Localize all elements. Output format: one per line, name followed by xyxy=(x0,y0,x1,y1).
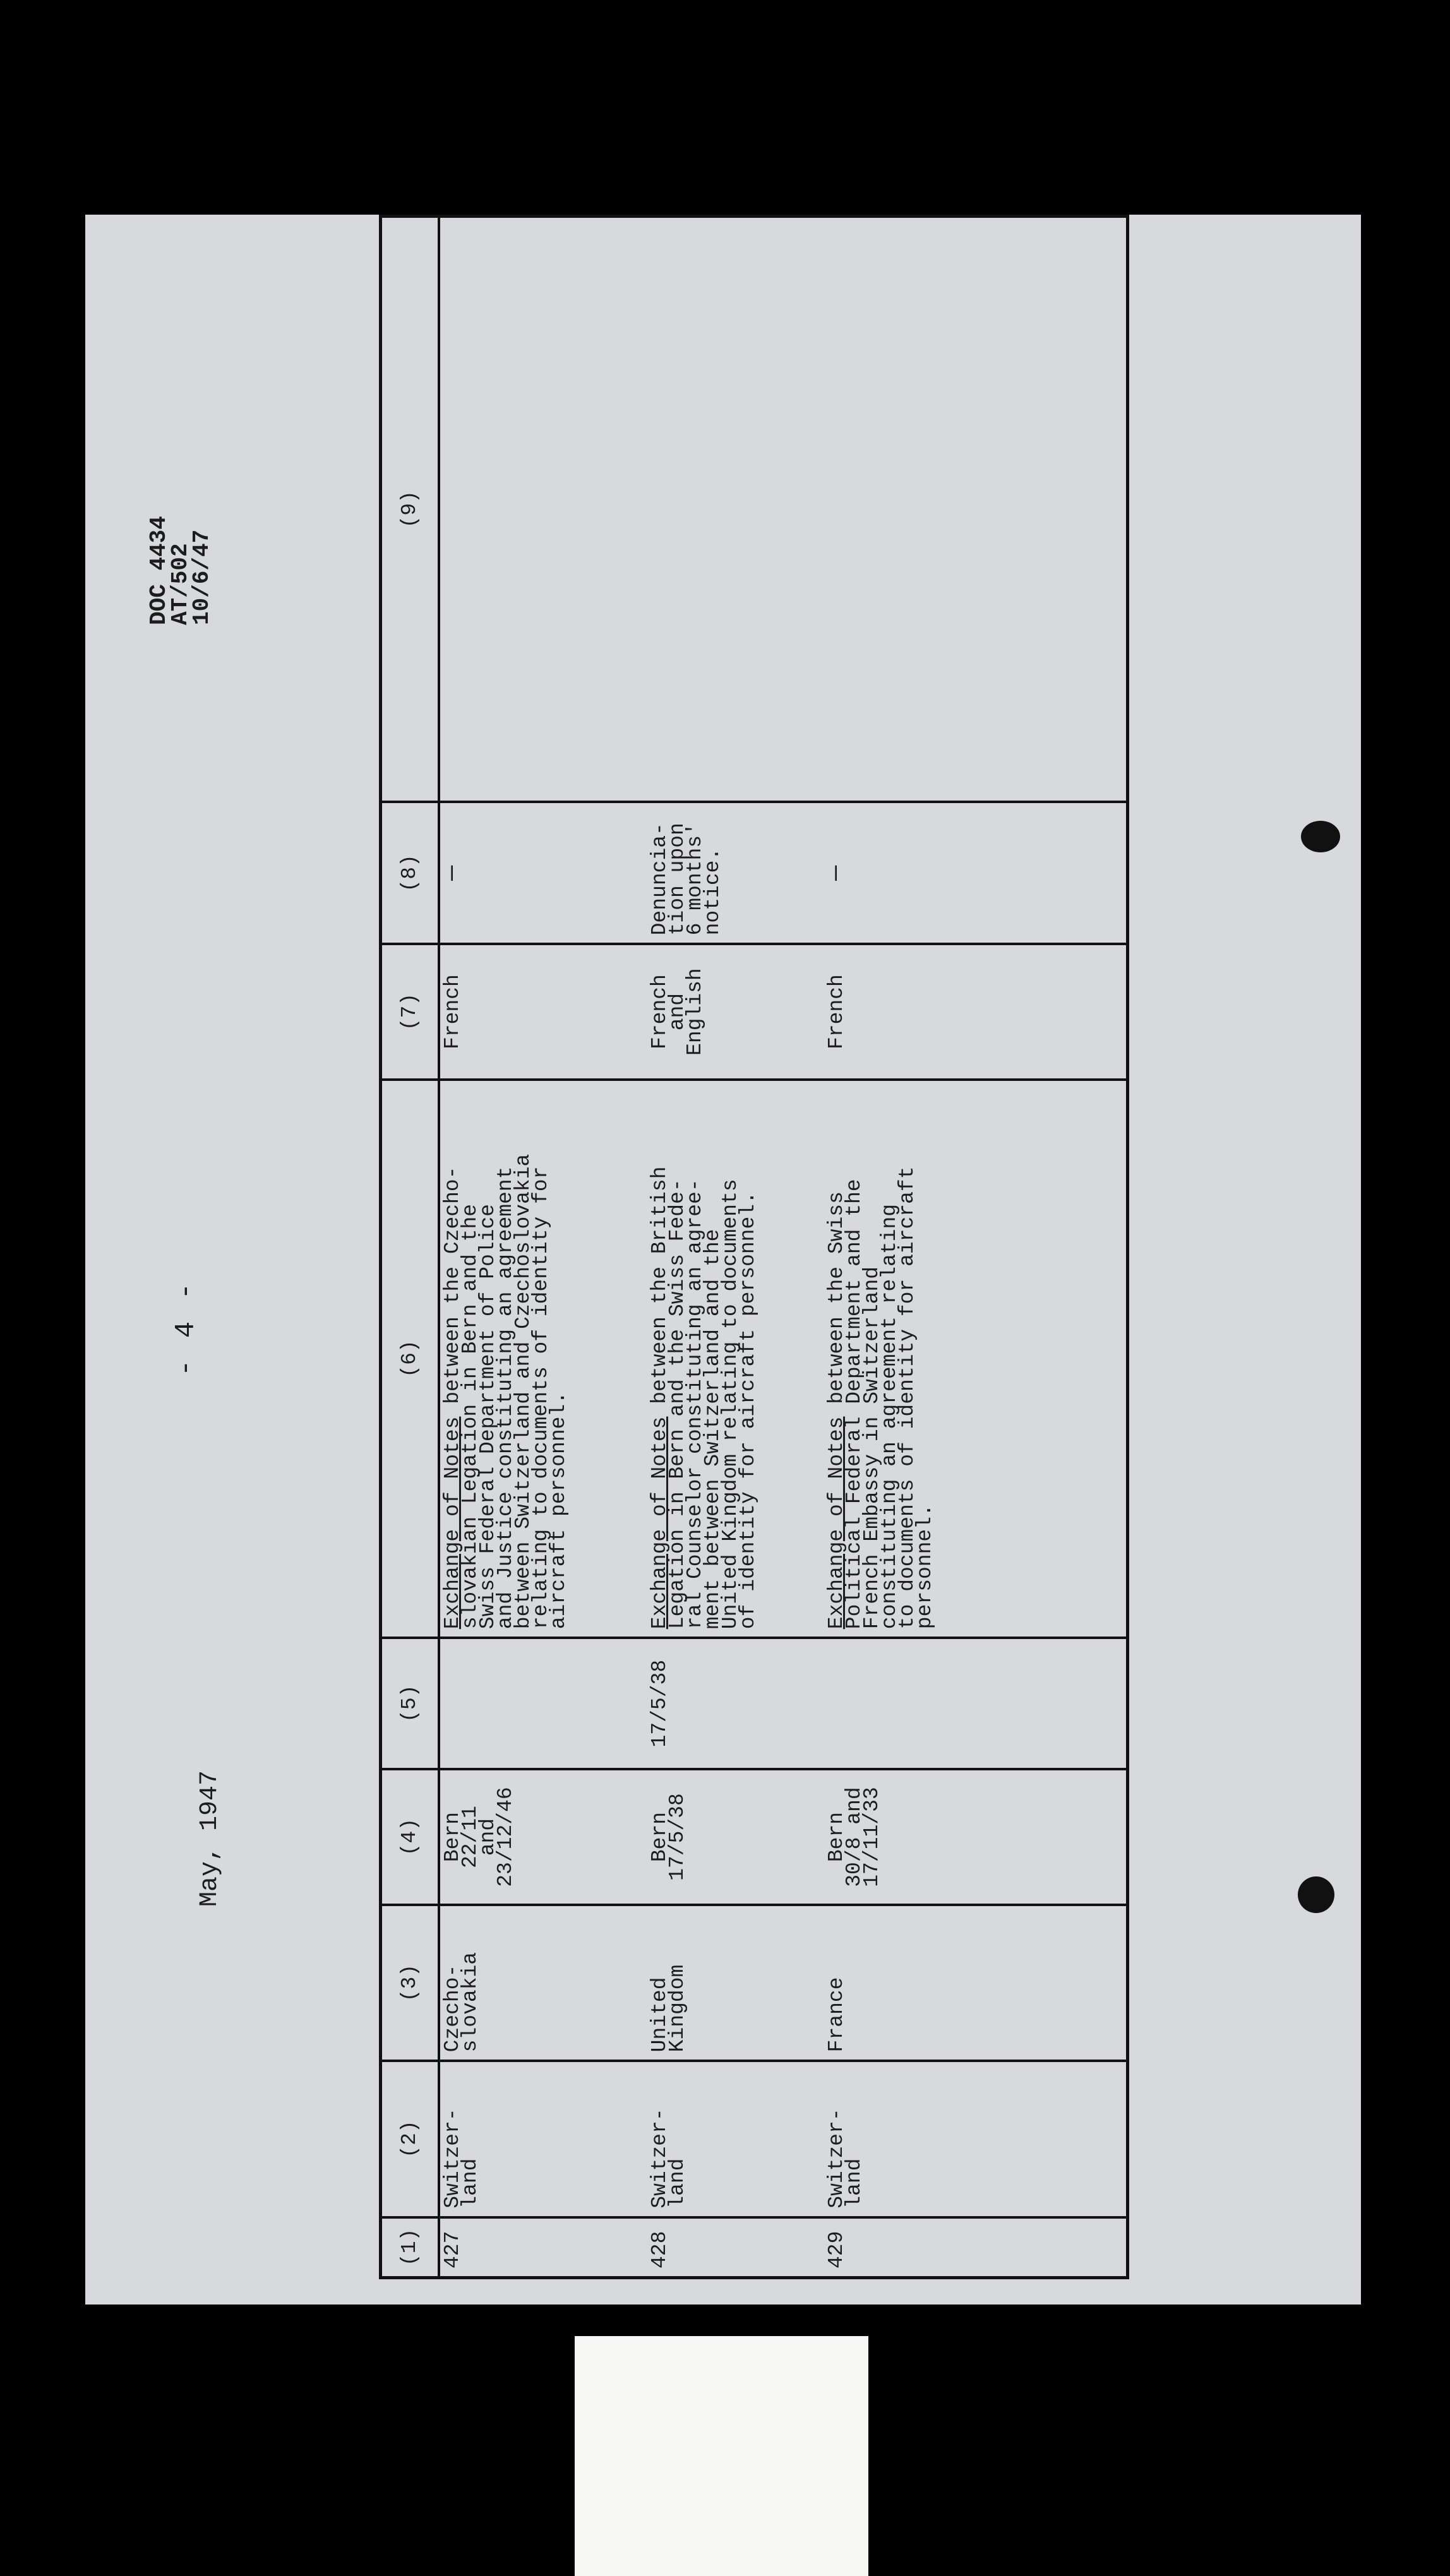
termination: Denuncia- tion upon 6 months' notice. xyxy=(647,802,824,944)
doc-ref-line: DOC 4434 xyxy=(146,516,172,625)
remarks xyxy=(647,217,824,802)
remarks xyxy=(439,217,647,802)
column-header: (7) xyxy=(381,944,440,1079)
place-date: Bern 30/8 and 17/11/33 xyxy=(824,1769,1127,1905)
table-row xyxy=(647,217,824,2278)
table-row xyxy=(824,217,1127,2278)
language: French xyxy=(824,944,1127,1079)
agreement-title xyxy=(439,1080,647,1638)
rotated-content xyxy=(85,215,1361,2305)
column-header: (8) xyxy=(381,802,440,944)
language: French xyxy=(439,944,647,1079)
column-header: (4) xyxy=(381,1769,440,1905)
place-date: Bern 22/11 and 23/12/46 xyxy=(439,1769,647,1905)
registration-number: 427 xyxy=(439,2217,647,2278)
entry-into-force: 17/5/38 xyxy=(647,1638,824,1769)
place-date: Bern 17/5/38 xyxy=(647,1769,824,1905)
language: French and English xyxy=(647,944,824,1079)
title-lead: Exchange of Notes xyxy=(648,1416,671,1630)
entry-into-force xyxy=(824,1638,1127,1769)
party-one: Switzer- land xyxy=(439,2061,647,2217)
table-row xyxy=(439,217,647,2278)
title-lead: Exchange of Notes xyxy=(441,1416,464,1630)
column-header: (3) xyxy=(381,1905,440,2061)
doc-ref-line: 10/6/47 xyxy=(189,529,215,625)
party-two: United Kingdom xyxy=(647,1905,824,2061)
agreement-title xyxy=(647,1080,824,1638)
header-row xyxy=(381,217,440,2278)
agreements-table xyxy=(379,215,1129,2279)
remarks xyxy=(824,217,1127,802)
party-one: Switzer- land xyxy=(824,2061,1127,2217)
registration-number: 428 xyxy=(647,2217,824,2278)
ink-blot xyxy=(1298,1876,1334,1913)
column-header: (9) xyxy=(381,217,440,802)
doc-ref-line: AT/502 xyxy=(167,543,193,625)
column-header: (6) xyxy=(381,1080,440,1638)
blank-card xyxy=(575,2336,868,2576)
agreement-title xyxy=(824,1080,1127,1638)
registration-number: 429 xyxy=(824,2217,1127,2278)
page-number: - 4 - xyxy=(171,1280,202,1376)
title-rest: between the Swiss Political Federal Department and the French Embassy in Switzerland constituting an agreement relating to documents of identity for aircraft personnel. xyxy=(825,1166,937,1630)
entry-into-force xyxy=(439,1638,647,1769)
document-reference xyxy=(148,516,213,625)
party-two: Czecho- slovakia xyxy=(439,1905,647,2061)
title-lead: Exchange of Notes xyxy=(825,1416,848,1630)
document-page xyxy=(85,215,1361,2305)
party-one: Switzer- land xyxy=(647,2061,824,2217)
document-date: May, 1947 xyxy=(196,1770,224,1907)
termination: — xyxy=(824,802,1127,944)
column-header: (5) xyxy=(381,1638,440,1769)
column-header: (1) xyxy=(381,2217,440,2278)
title-rest: between the British Legation in Bern and the Swiss Fede- ral Counselor constituting an agree- ment between Switzerland and the United Kingdom relating to documents of identity for aircraft personnel. xyxy=(648,1166,760,1630)
ink-blot xyxy=(1301,821,1340,852)
party-two: France xyxy=(824,1905,1127,2061)
termination: — xyxy=(439,802,647,944)
column-header: (2) xyxy=(381,2061,440,2217)
title-rest: between the Czecho- slovakian Legation in Bern and the Swiss Federal Department of Police and Justice constituting an agreement between Switzerland and Czechoslovakia relating to documents of identity for aircraft personnel. xyxy=(441,1154,570,1630)
